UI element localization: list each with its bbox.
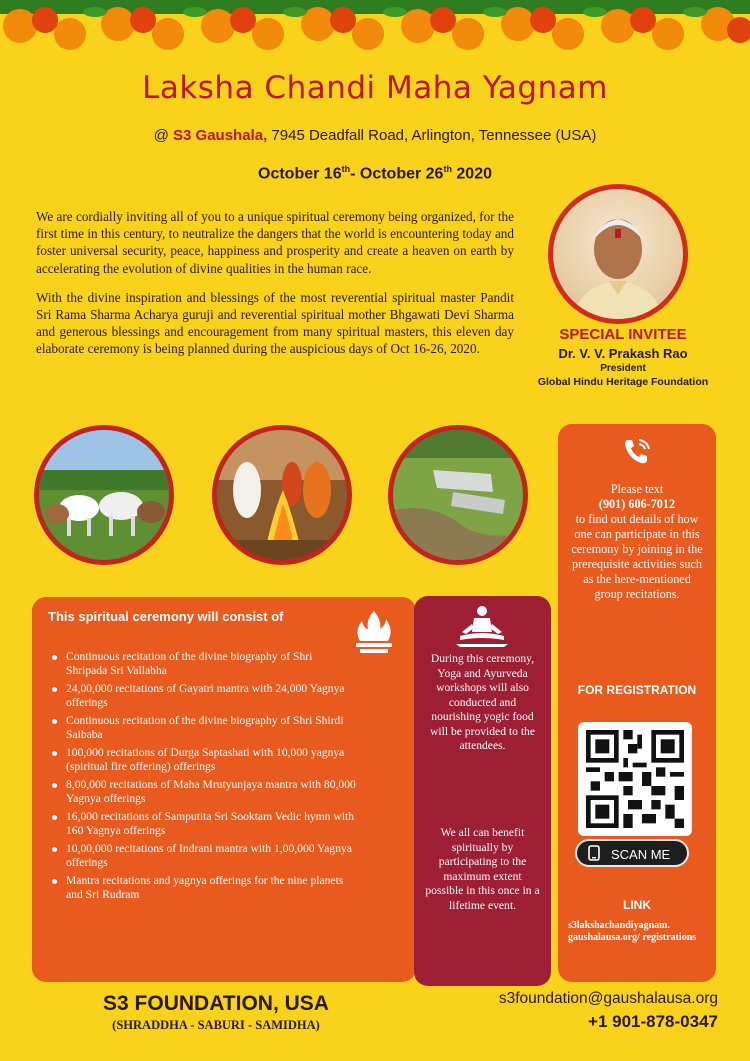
yoga-panel bbox=[414, 596, 551, 986]
list-item: 100,000 recitations of Durga Saptashati with 10,000 yagnya (spiritual fire offering) offerings bbox=[50, 746, 356, 774]
please-text: Please text bbox=[610, 482, 664, 496]
yoga-text-1: During this ceremony, Yoga and Ayurveda workshops will also conducted and nourishing yogic food will be provided to the attendees. bbox=[430, 652, 535, 752]
yoga-text-2: We all can benefit spiritually by participating to the maximum extent possible in this once in a lifetime event. bbox=[425, 826, 540, 912]
list-item: 24,00,000 recitations of Gayatri mantra with 24,000 Yagnya offerings bbox=[50, 682, 356, 710]
marigold-garland-decoration bbox=[0, 0, 750, 60]
ceremony-heading: This spiritual ceremony will consist of bbox=[48, 609, 284, 624]
contact-phone-text[interactable]: (901) 606-7012 bbox=[598, 497, 676, 511]
photo-gaushala-aerial bbox=[388, 425, 528, 565]
ceremony-panel bbox=[32, 597, 416, 982]
list-item: 10,00,000 recitations of Indrani mantra with 1,00,000 Yagnya offerings bbox=[50, 842, 356, 870]
foundation-name: S3 FOUNDATION, USA bbox=[103, 992, 329, 1015]
qr-code-icon bbox=[586, 730, 684, 828]
date-end-sup: th bbox=[443, 164, 452, 174]
registration-link[interactable]: s3lakshachandiyagnam. gaushalausa.org/ registrations bbox=[568, 920, 697, 943]
footer-email[interactable]: s3foundation@gaushalausa.org bbox=[498, 990, 718, 1007]
portrait-illustration bbox=[553, 189, 683, 319]
intro-text bbox=[36, 208, 514, 358]
event-dates bbox=[0, 164, 750, 183]
link-label: LINK bbox=[623, 898, 651, 912]
list-item: 16,000 recitations of Samputita Sri Sooktam Vedic hymn with 160 Yagnya offerings bbox=[50, 810, 356, 838]
footer-phone[interactable]: +1 901-878-0347 bbox=[588, 1012, 718, 1031]
date-start-sup: th bbox=[341, 164, 351, 174]
photo-yagna-fire bbox=[212, 425, 352, 565]
date-year: 2020 bbox=[456, 165, 492, 183]
scan-me-button[interactable] bbox=[575, 839, 689, 867]
contact-text bbox=[568, 482, 706, 602]
scan-me-label: SCAN ME bbox=[611, 847, 671, 862]
registration-label: FOR REGISTRATION bbox=[577, 683, 697, 697]
intro-paragraph-2: With the divine inspiration and blessings of the most reverential spiritual master Pandit Sri Rama Sharma Acharya guruji and reverential spiritual mother Bhgawati Devi Sharma and generous blessings and encouragement from many spiritual masters, this eleven day elaborate ceremony is being planned during the auspicious days of Oct 16-26, 2020. bbox=[36, 289, 514, 357]
cows-image bbox=[39, 430, 169, 560]
foundation-tagline: (SHRADDHA - SABURI - SAMIDHA) bbox=[112, 1018, 320, 1032]
invitee-role: President bbox=[600, 363, 646, 374]
yagna-fire-image bbox=[217, 430, 347, 560]
photo-cows bbox=[34, 425, 174, 565]
footer-organization bbox=[66, 992, 366, 1033]
date-start: October 16 bbox=[258, 165, 342, 183]
event-title: Laksha Chandi Maha Yagnam bbox=[142, 70, 608, 106]
intro-paragraph-1: We are cordially inviting all of you to a unique spiritual ceremony being organized, for the first time in this century, to neutralize the dangers that the world is encountering today and foster universal security, peace, happiness and prosperity and create a heaven on earth by accelerating the evolution of divine qualities in the human race. bbox=[36, 209, 514, 276]
registration-qr-code[interactable] bbox=[578, 722, 692, 836]
phone-icon bbox=[621, 436, 653, 468]
list-item: Continuous recitation of the divine biography of Shri Shirdi Saibaba bbox=[50, 714, 356, 742]
contact-panel bbox=[558, 424, 716, 982]
list-item: 8,00,000 recitations of Maha Mrutyunjaya mantra with 80,000 Yagnya offerings bbox=[50, 778, 356, 806]
invitee-block bbox=[518, 326, 728, 388]
date-sep: - October 26 bbox=[350, 165, 444, 183]
invitee-label: SPECIAL INVITEE bbox=[559, 326, 687, 343]
gaushala-aerial-image bbox=[393, 430, 523, 560]
list-item: Continuous recitation of the divine biography of Shri Shripada Sri Vallabha bbox=[50, 650, 356, 678]
fire-altar-icon bbox=[352, 609, 396, 657]
venue-line bbox=[0, 127, 750, 144]
footer-contact bbox=[466, 990, 718, 1032]
venue-at: @ bbox=[153, 127, 169, 144]
venue-name: S3 Gaushala, bbox=[173, 127, 268, 144]
mobile-phone-icon bbox=[585, 845, 603, 861]
invitee-portrait bbox=[548, 184, 688, 324]
list-item: Mantra recitations and yagnya offerings for the nine planets and Sri Rudram bbox=[50, 874, 356, 902]
venue-address: 7945 Deadfall Road, Arlington, Tennessee (USA) bbox=[271, 127, 597, 144]
meditation-icon bbox=[454, 604, 510, 648]
invitee-name: Dr. V. V. Prakash Rao bbox=[558, 346, 688, 361]
ceremony-list bbox=[50, 650, 356, 906]
invitee-org: Global Hindu Heritage Foundation bbox=[537, 376, 709, 388]
contact-details: to find out details of how one can participate in this ceremony by joining in the prerequisite activities such as the here-mentioned group recitations. bbox=[571, 512, 703, 601]
